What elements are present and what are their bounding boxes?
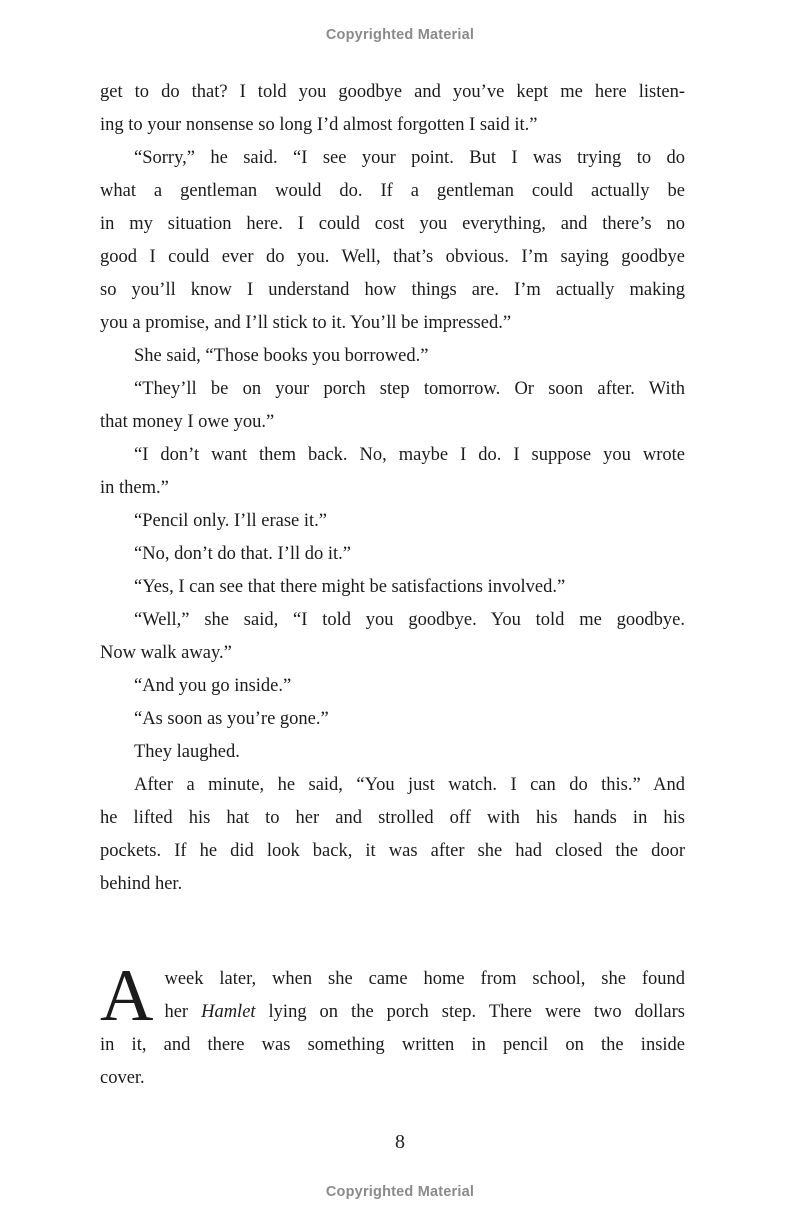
text-segment: “They’ll be on your porch step tomorrow. Or soon after. With xyxy=(134,379,685,399)
text-segment: “And you go inside.” xyxy=(134,676,292,696)
text-segment: “Pencil only. I’ll erase it.” xyxy=(134,511,327,531)
text-line xyxy=(100,142,685,175)
text-line xyxy=(100,241,685,274)
paragraph xyxy=(100,76,685,142)
text-line xyxy=(100,1062,685,1095)
page-number: 8 xyxy=(395,1131,405,1153)
text-segment: her xyxy=(164,1002,202,1022)
text-segment: pockets. If he did look back, it was after she had closed the door xyxy=(100,841,685,861)
text-segment: “As soon as you’re gone.” xyxy=(134,709,329,729)
text-segment: After a minute, he said, “You just watch. I can do this.” And xyxy=(134,775,685,795)
paragraph xyxy=(100,571,685,604)
text-segment: “I don’t want them back. No, maybe I do. I suppose you wrote xyxy=(134,445,685,465)
dropcap-letter: A xyxy=(100,955,152,1037)
text-line xyxy=(100,406,685,439)
text-segment: in my situation here. I could cost you everything, and there’s no xyxy=(100,214,685,234)
copyright-notice-top: Copyrighted Material xyxy=(325,27,475,43)
text-segment: ing to your nonsense so long I’d almost forgotten I said it.” xyxy=(100,115,538,135)
text-line xyxy=(100,439,685,472)
text-segment: cover. xyxy=(100,1068,145,1088)
text-line xyxy=(100,274,685,307)
text-segment: “Sorry,” he said. “I see your point. But I was trying to do xyxy=(134,148,685,168)
paragraph xyxy=(100,505,685,538)
text-line xyxy=(100,963,685,996)
text-line xyxy=(100,76,685,109)
text-segment: in them.” xyxy=(100,478,169,498)
text-segment: Now walk away.” xyxy=(100,643,232,663)
text-segment: week later, when she came home from school, she found xyxy=(164,969,685,989)
text-segment: They laughed. xyxy=(134,742,240,762)
text-line xyxy=(100,175,685,208)
text-line xyxy=(100,1029,685,1062)
text-line xyxy=(100,703,685,736)
body-text xyxy=(100,76,685,1095)
italic-text: Hamlet xyxy=(201,1002,256,1022)
text-segment: “Yes, I can see that there might be satisfactions involved.” xyxy=(134,577,566,597)
text-line xyxy=(100,307,685,340)
text-line xyxy=(100,571,685,604)
text-segment: so you’ll know I understand how things are. I’m actually making xyxy=(100,280,685,300)
paragraph xyxy=(100,439,685,505)
text-line xyxy=(100,996,685,1029)
text-line xyxy=(100,472,685,505)
text-segment: he lifted his hat to her and strolled off with his hands in his xyxy=(100,808,685,828)
text-line xyxy=(100,670,685,703)
text-line xyxy=(100,538,685,571)
text-line xyxy=(100,802,685,835)
text-segment: “Well,” she said, “I told you goodbye. You told me goodbye. xyxy=(134,610,685,630)
text-line xyxy=(100,868,685,901)
text-line xyxy=(100,373,685,406)
text-line xyxy=(100,637,685,670)
text-segment: behind her. xyxy=(100,874,183,894)
text-line xyxy=(100,340,685,373)
text-segment: “No, don’t do that. I’ll do it.” xyxy=(134,544,351,564)
text-line xyxy=(100,736,685,769)
text-line xyxy=(100,208,685,241)
paragraph xyxy=(100,538,685,571)
text-segment: good I could ever do you. Well, that’s obvious. I’m saying goodbye xyxy=(100,247,685,267)
paragraph xyxy=(100,736,685,769)
text-line xyxy=(100,769,685,802)
text-line xyxy=(100,109,685,142)
text-line xyxy=(100,604,685,637)
paragraph xyxy=(100,955,685,1095)
paragraph xyxy=(100,340,685,373)
text-segment: what a gentleman would do. If a gentleman could actually be xyxy=(100,181,685,201)
text-segment: get to do that? I told you goodbye and you’ve kept me here listen- xyxy=(100,82,685,102)
text-segment: you a promise, and I’ll stick to it. You’ll be impressed.” xyxy=(100,313,512,333)
paragraph xyxy=(100,670,685,703)
text-segment: in it, and there was something written in pencil on the inside xyxy=(100,1035,685,1055)
paragraph xyxy=(100,703,685,736)
text-segment: that money I owe you.” xyxy=(100,412,275,432)
paragraph xyxy=(100,142,685,340)
text-line xyxy=(100,835,685,868)
text-line xyxy=(100,505,685,538)
copyright-notice-bottom: Copyrighted Material xyxy=(325,1184,475,1200)
paragraph xyxy=(100,373,685,439)
text-segment: She said, “Those books you borrowed.” xyxy=(134,346,429,366)
paragraph xyxy=(100,604,685,670)
paragraph xyxy=(100,769,685,901)
text-segment: lying on the porch step. There were two dollars xyxy=(255,1002,685,1022)
